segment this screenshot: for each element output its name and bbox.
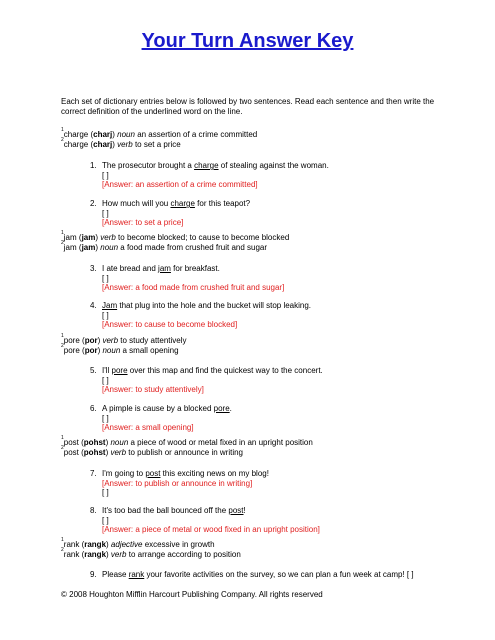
dictionary-entry: $^1$jam (jam) verb to become blocked; to cause to become blocked — [61, 230, 290, 242]
answer-blank[interactable]: [ ] — [102, 170, 109, 180]
dictionary-entries-rank — [61, 537, 461, 559]
copyright-footer: © 2008 Houghton Mifflin Harcourt Publishing Company. All rights reserved — [61, 590, 323, 599]
question-4: 4. Jam that plug into the hole and the bucket will stop leaking. [ ] [Answer: to cause to become blocked] — [90, 301, 460, 330]
dictionary-entry: $^1$post (pohst) noun a piece of wood or metal fixed in an upright position — [61, 435, 313, 447]
question-6: 6. A pimple is cause by a blocked pore. [ ] [Answer: a small opening] — [90, 404, 460, 433]
answer-text: [Answer: to cause to become blocked] — [102, 320, 238, 330]
dictionary-entries-charge — [61, 127, 461, 149]
answer-blank[interactable]: [ ] — [102, 208, 109, 218]
answer-blank[interactable]: [ ] — [102, 375, 109, 385]
question-8: 8. It's too bad the ball bounced off the post! [ ] [Answer: a piece of metal or wood fixed in an upright position] — [90, 506, 460, 535]
question-2: 2. How much will you charge for this teapot? [ ] [Answer: to set a price] — [90, 199, 460, 228]
question-1: 1. The prosecutor brought a charge of stealing against the woman. [ ] [Answer: an assertion of a crime committed] — [90, 161, 460, 190]
dictionary-entry: $^1$rank (rangk) adjective excessive in growth — [61, 537, 215, 549]
answer-text: [Answer: a food made from crushed fruit and sugar] — [102, 283, 285, 293]
dictionary-entries-jam — [61, 230, 461, 252]
answer-blank[interactable]: [ ] — [102, 413, 109, 423]
dictionary-entry: $^2$post (pohst) verb to publish or announce in writing — [61, 444, 244, 457]
answer-text: [Answer: a small opening] — [102, 423, 194, 433]
answer-text: [Answer: to set a price] — [102, 218, 184, 228]
answer-text: [Answer: a piece of metal or wood fixed in an upright position] — [102, 525, 320, 535]
instructions: Each set of dictionary entries below is followed by two sentences. Read each sentence and then write the correct definition of the underlined word on the line. — [61, 97, 435, 116]
question-5: 5. I'll pore over this map and find the quickest way to the concert. [ ] [Answer: to study attentively] — [90, 366, 460, 395]
answer-blank[interactable]: [ ] — [102, 515, 109, 525]
question-9: 9. Please rank your favorite activities on the survey, so we can plan a fun week at camp! [ ] — [90, 570, 414, 579]
dictionary-entries-post — [61, 435, 461, 457]
answer-blank[interactable]: [ ] — [102, 488, 109, 498]
dictionary-entry: $^2$charge (charj) verb to set a price — [61, 136, 181, 149]
answer-text: [Answer: to publish or announce in writing] — [102, 478, 253, 488]
dictionary-entries-pore — [61, 333, 461, 355]
answer-text: [Answer: to study attentively] — [102, 385, 204, 395]
question-7: 7. I'm going to post this exciting news on my blog! [Answer: to publish or announce in writing] [ ] — [90, 469, 460, 498]
question-3: 3. I ate bread and jam for breakfast. [ ] [Answer: a food made from crushed fruit and sugar] — [90, 264, 460, 293]
answer-blank[interactable]: [ ] — [102, 273, 109, 283]
answer-text: [Answer: an assertion of a crime committed] — [102, 180, 258, 190]
dictionary-entry: $^2$rank (rangk) verb to arrange according to position — [61, 546, 241, 559]
dictionary-entry: $^1$pore (por) verb to study attentively — [61, 333, 187, 345]
answer-blank[interactable]: [ ] — [102, 310, 109, 320]
dictionary-entry: $^2$pore (por) noun a small opening — [61, 342, 179, 355]
dictionary-entry: $^1$charge (charj) noun an assertion of a crime committed — [61, 127, 258, 139]
page-title: Your Turn Answer Key — [141, 30, 354, 52]
dictionary-entry: $^2$jam (jam) noun a food made from crushed fruit and sugar — [61, 239, 268, 252]
